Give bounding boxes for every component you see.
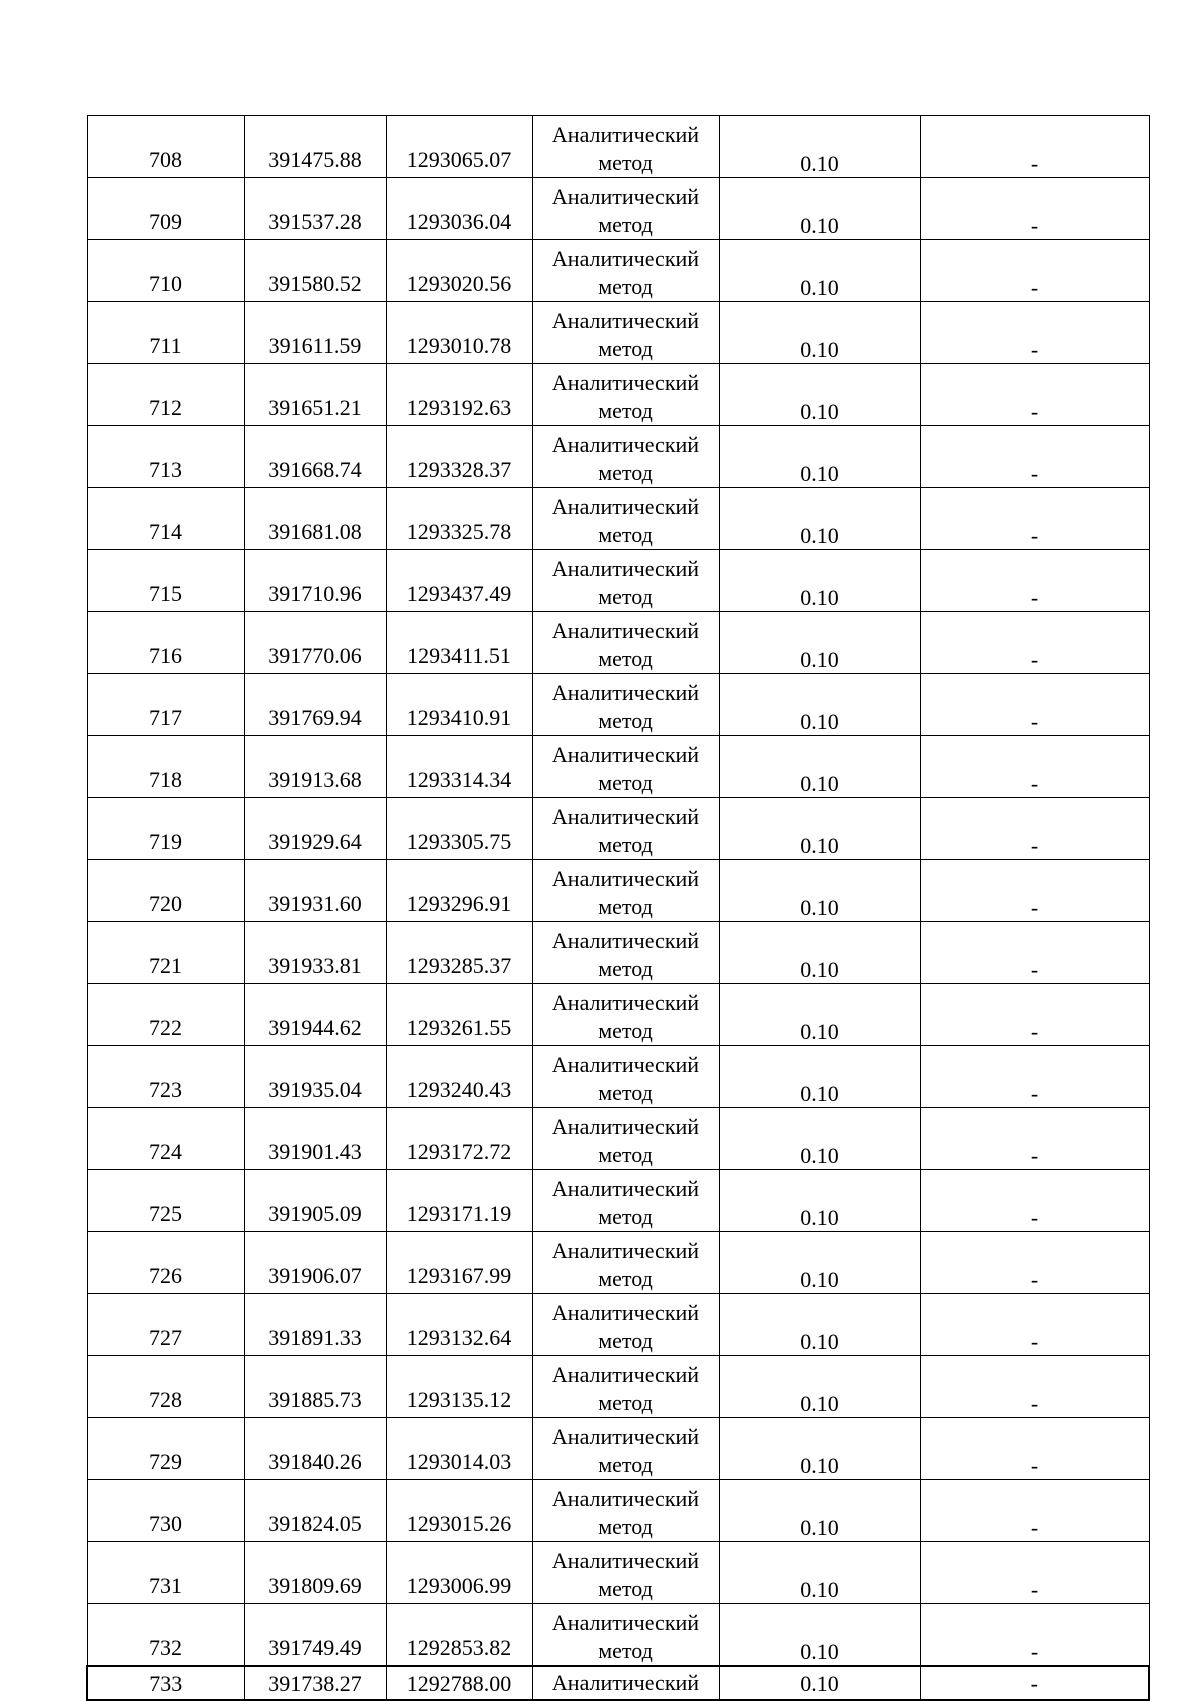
table-row — [87, 1046, 1149, 1108]
note-cell: - — [920, 1418, 1149, 1480]
y-coordinate-cell: 1293172.72 — [386, 1108, 532, 1170]
note-cell: - — [920, 860, 1149, 922]
y-coordinate-cell: 1293411.51 — [386, 612, 532, 674]
point-number-cell: 726 — [87, 1232, 244, 1294]
method-line-1: Аналитический — [551, 1486, 700, 1511]
x-coordinate-cell: 391885.73 — [244, 1356, 386, 1418]
accuracy-cell: 0.10 — [719, 1480, 920, 1542]
accuracy-cell: 0.10 — [719, 736, 920, 798]
note-cell: - — [920, 1108, 1149, 1170]
method-line-2: метод — [598, 832, 653, 857]
y-coordinate-cell: 1293328.37 — [386, 426, 532, 488]
method-cell — [532, 1542, 719, 1604]
method-line-2: метод — [598, 274, 653, 299]
table-row — [87, 736, 1149, 798]
method-line-1: Аналитический — [551, 370, 700, 395]
accuracy-cell: 0.10 — [719, 860, 920, 922]
table-row — [87, 1108, 1149, 1170]
method-line-2: метод — [598, 1328, 653, 1353]
y-coordinate-cell: 1293010.78 — [386, 302, 532, 364]
point-number-cell: 715 — [87, 550, 244, 612]
method-line-1: Аналитический — [551, 866, 700, 891]
point-number-cell: 722 — [87, 984, 244, 1046]
table-row — [87, 240, 1149, 302]
method-line-2: метод — [598, 646, 653, 671]
y-coordinate-cell: 1293036.04 — [386, 178, 532, 240]
method-line-2: метод — [598, 150, 653, 175]
method-cell — [532, 1294, 719, 1356]
note-cell: - — [920, 240, 1149, 302]
x-coordinate-cell: 391475.88 — [244, 116, 386, 178]
note-cell: - — [920, 1542, 1149, 1604]
note-cell: - — [920, 736, 1149, 798]
method-line-2: метод — [598, 956, 653, 981]
point-number-cell: 723 — [87, 1046, 244, 1108]
method-line-2: метод — [598, 1142, 653, 1167]
x-coordinate-cell: 391681.08 — [244, 488, 386, 550]
y-coordinate-cell: 1293006.99 — [386, 1542, 532, 1604]
method-line-2: метод — [598, 770, 653, 795]
y-coordinate-cell: 1293240.43 — [386, 1046, 532, 1108]
y-coordinate-cell: 1292788.00 — [386, 1666, 532, 1700]
method-cell — [532, 240, 719, 302]
method-line-2: метод — [598, 1514, 653, 1539]
table-row — [87, 674, 1149, 736]
method-line-1: Аналитический — [551, 1362, 700, 1387]
table-row — [87, 550, 1149, 612]
method-cell — [532, 984, 719, 1046]
note-cell: - — [920, 612, 1149, 674]
y-coordinate-cell: 1293285.37 — [386, 922, 532, 984]
point-number-cell: 708 — [87, 116, 244, 178]
table-row — [87, 612, 1149, 674]
method-cell — [532, 488, 719, 550]
method-cell — [532, 178, 719, 240]
note-cell: - — [920, 1046, 1149, 1108]
x-coordinate-cell: 391905.09 — [244, 1170, 386, 1232]
note-cell: - — [920, 1232, 1149, 1294]
method-line-1: Аналитический — [551, 432, 700, 457]
accuracy-cell: 0.10 — [719, 1232, 920, 1294]
method-line-1: Аналитический — [551, 494, 700, 519]
table-row — [87, 1542, 1149, 1604]
table-row — [87, 1480, 1149, 1542]
y-coordinate-cell: 1293410.91 — [386, 674, 532, 736]
x-coordinate-cell: 391738.27 — [244, 1666, 386, 1700]
accuracy-cell: 0.10 — [719, 1666, 920, 1700]
method-line-2: метод — [598, 336, 653, 361]
method-line-1: Аналитический — [551, 742, 700, 767]
table-row — [87, 488, 1149, 550]
point-number-cell: 711 — [87, 302, 244, 364]
method-line-1: Аналитический — [551, 1114, 700, 1139]
method-cell — [532, 1666, 719, 1700]
method-line-1: Аналитический — [551, 246, 700, 271]
x-coordinate-cell: 391840.26 — [244, 1418, 386, 1480]
table-row — [87, 1356, 1149, 1418]
x-coordinate-cell: 391809.69 — [244, 1542, 386, 1604]
point-number-cell: 718 — [87, 736, 244, 798]
accuracy-cell: 0.10 — [719, 798, 920, 860]
accuracy-cell: 0.10 — [719, 674, 920, 736]
coordinates-table-body — [87, 116, 1149, 1701]
accuracy-cell: 0.10 — [719, 1356, 920, 1418]
method-line-1: Аналитический — [551, 1300, 700, 1325]
table-row — [87, 116, 1149, 178]
method-line-2: метод — [598, 1266, 653, 1291]
method-line-2: метод — [598, 708, 653, 733]
method-line-1: Аналитический — [551, 556, 700, 581]
x-coordinate-cell: 391901.43 — [244, 1108, 386, 1170]
method-line-2: метод — [598, 1080, 653, 1105]
method-cell — [532, 1108, 719, 1170]
accuracy-cell: 0.10 — [719, 116, 920, 178]
y-coordinate-cell: 1293171.19 — [386, 1170, 532, 1232]
method-line-2: метод — [598, 1204, 653, 1229]
method-cell — [532, 1170, 719, 1232]
method-line-1: Аналитический — [551, 1238, 700, 1263]
method-cell — [532, 364, 719, 426]
y-coordinate-cell: 1293014.03 — [386, 1418, 532, 1480]
note-cell: - — [920, 488, 1149, 550]
point-number-cell: 719 — [87, 798, 244, 860]
method-line-2: метод — [598, 1452, 653, 1477]
point-number-cell: 725 — [87, 1170, 244, 1232]
coordinates-table — [86, 115, 1150, 1701]
table-row — [87, 922, 1149, 984]
note-cell: - — [920, 1604, 1149, 1667]
table-row — [87, 798, 1149, 860]
point-number-cell: 709 — [87, 178, 244, 240]
method-cell — [532, 1480, 719, 1542]
note-cell: - — [920, 922, 1149, 984]
method-line-1: Аналитический — [551, 1670, 700, 1695]
y-coordinate-cell: 1293305.75 — [386, 798, 532, 860]
point-number-cell: 721 — [87, 922, 244, 984]
point-number-cell: 716 — [87, 612, 244, 674]
method-cell — [532, 736, 719, 798]
accuracy-cell: 0.10 — [719, 302, 920, 364]
accuracy-cell: 0.10 — [719, 1542, 920, 1604]
x-coordinate-cell: 391710.96 — [244, 550, 386, 612]
method-cell — [532, 302, 719, 364]
method-line-1: Аналитический — [551, 1424, 700, 1449]
note-cell: - — [920, 426, 1149, 488]
method-cell — [532, 116, 719, 178]
y-coordinate-cell: 1293065.07 — [386, 116, 532, 178]
note-cell: - — [920, 1666, 1149, 1700]
note-cell: - — [920, 178, 1149, 240]
method-cell — [532, 1604, 719, 1667]
x-coordinate-cell: 391906.07 — [244, 1232, 386, 1294]
method-line-1: Аналитический — [551, 1176, 700, 1201]
method-line-1: Аналитический — [551, 1052, 700, 1077]
y-coordinate-cell: 1293325.78 — [386, 488, 532, 550]
accuracy-cell: 0.10 — [719, 240, 920, 302]
x-coordinate-cell: 391935.04 — [244, 1046, 386, 1108]
method-cell — [532, 674, 719, 736]
y-coordinate-cell: 1293015.26 — [386, 1480, 532, 1542]
accuracy-cell: 0.10 — [719, 612, 920, 674]
method-line-1: Аналитический — [551, 308, 700, 333]
point-number-cell: 728 — [87, 1356, 244, 1418]
y-coordinate-cell: 1293296.91 — [386, 860, 532, 922]
accuracy-cell: 0.10 — [719, 364, 920, 426]
method-line-1: Аналитический — [551, 122, 700, 147]
point-number-cell: 731 — [87, 1542, 244, 1604]
note-cell: - — [920, 302, 1149, 364]
method-line-1: Аналитический — [551, 804, 700, 829]
note-cell: - — [920, 1294, 1149, 1356]
method-line-2: метод — [598, 584, 653, 609]
method-line-2: метод — [598, 212, 653, 237]
y-coordinate-cell: 1293192.63 — [386, 364, 532, 426]
table-row — [87, 860, 1149, 922]
accuracy-cell: 0.10 — [719, 1170, 920, 1232]
note-cell: - — [920, 116, 1149, 178]
method-cell — [532, 1356, 719, 1418]
note-cell: - — [920, 798, 1149, 860]
note-cell: - — [920, 674, 1149, 736]
y-coordinate-cell: 1293167.99 — [386, 1232, 532, 1294]
accuracy-cell: 0.10 — [719, 1418, 920, 1480]
x-coordinate-cell: 391929.64 — [244, 798, 386, 860]
x-coordinate-cell: 391537.28 — [244, 178, 386, 240]
method-cell — [532, 550, 719, 612]
table-row — [87, 302, 1149, 364]
x-coordinate-cell: 391769.94 — [244, 674, 386, 736]
accuracy-cell: 0.10 — [719, 922, 920, 984]
method-line-1: Аналитический — [551, 680, 700, 705]
x-coordinate-cell: 391913.68 — [244, 736, 386, 798]
x-coordinate-cell: 391651.21 — [244, 364, 386, 426]
point-number-cell: 720 — [87, 860, 244, 922]
method-line-1: Аналитический — [551, 184, 700, 209]
method-line-2: метод — [598, 398, 653, 423]
point-number-cell: 710 — [87, 240, 244, 302]
method-line-2: метод — [598, 1638, 653, 1663]
table-row — [87, 1232, 1149, 1294]
method-line-2: метод — [598, 460, 653, 485]
method-line-2: метод — [598, 1018, 653, 1043]
point-number-cell: 727 — [87, 1294, 244, 1356]
x-coordinate-cell: 391770.06 — [244, 612, 386, 674]
note-cell: - — [920, 364, 1149, 426]
point-number-cell: 729 — [87, 1418, 244, 1480]
table-row — [87, 1418, 1149, 1480]
y-coordinate-cell: 1293261.55 — [386, 984, 532, 1046]
method-cell — [532, 1418, 719, 1480]
table-row — [87, 178, 1149, 240]
x-coordinate-cell: 391891.33 — [244, 1294, 386, 1356]
method-cell — [532, 426, 719, 488]
table-row — [87, 1666, 1149, 1700]
method-line-2: метод — [598, 1390, 653, 1415]
table-row — [87, 1604, 1149, 1667]
x-coordinate-cell: 391749.49 — [244, 1604, 386, 1667]
accuracy-cell: 0.10 — [719, 984, 920, 1046]
x-coordinate-cell: 391580.52 — [244, 240, 386, 302]
point-number-cell: 730 — [87, 1480, 244, 1542]
method-line-2: метод — [598, 1576, 653, 1601]
point-number-cell: 714 — [87, 488, 244, 550]
x-coordinate-cell: 391933.81 — [244, 922, 386, 984]
method-line-1: Аналитический — [551, 618, 700, 643]
accuracy-cell: 0.10 — [719, 426, 920, 488]
x-coordinate-cell: 391944.62 — [244, 984, 386, 1046]
x-coordinate-cell: 391611.59 — [244, 302, 386, 364]
method-line-1: Аналитический — [551, 1548, 700, 1573]
method-cell — [532, 860, 719, 922]
y-coordinate-cell: 1292853.82 — [386, 1604, 532, 1667]
note-cell: - — [920, 1356, 1149, 1418]
method-cell — [532, 1232, 719, 1294]
point-number-cell: 733 — [87, 1666, 244, 1700]
point-number-cell: 712 — [87, 364, 244, 426]
table-row — [87, 984, 1149, 1046]
accuracy-cell: 0.10 — [719, 1108, 920, 1170]
accuracy-cell: 0.10 — [719, 488, 920, 550]
table-row — [87, 364, 1149, 426]
method-cell — [532, 798, 719, 860]
x-coordinate-cell: 391931.60 — [244, 860, 386, 922]
note-cell: - — [920, 1480, 1149, 1542]
point-number-cell: 713 — [87, 426, 244, 488]
x-coordinate-cell: 391668.74 — [244, 426, 386, 488]
method-line-2: метод — [598, 522, 653, 547]
point-number-cell: 724 — [87, 1108, 244, 1170]
point-number-cell: 732 — [87, 1604, 244, 1667]
y-coordinate-cell: 1293437.49 — [386, 550, 532, 612]
note-cell: - — [920, 550, 1149, 612]
method-cell — [532, 922, 719, 984]
x-coordinate-cell: 391824.05 — [244, 1480, 386, 1542]
y-coordinate-cell: 1293135.12 — [386, 1356, 532, 1418]
method-line-1: Аналитический — [551, 1610, 700, 1635]
note-cell: - — [920, 1170, 1149, 1232]
method-cell — [532, 1046, 719, 1108]
point-number-cell: 717 — [87, 674, 244, 736]
method-line-1: Аналитический — [551, 990, 700, 1015]
method-line-2: метод — [598, 894, 653, 919]
accuracy-cell: 0.10 — [719, 1294, 920, 1356]
y-coordinate-cell: 1293020.56 — [386, 240, 532, 302]
table-row — [87, 1294, 1149, 1356]
accuracy-cell: 0.10 — [719, 178, 920, 240]
accuracy-cell: 0.10 — [719, 1046, 920, 1108]
table-row — [87, 426, 1149, 488]
accuracy-cell: 0.10 — [719, 1604, 920, 1667]
y-coordinate-cell: 1293132.64 — [386, 1294, 532, 1356]
method-cell — [532, 612, 719, 674]
method-line-1: Аналитический — [551, 928, 700, 953]
note-cell: - — [920, 984, 1149, 1046]
accuracy-cell: 0.10 — [719, 550, 920, 612]
y-coordinate-cell: 1293314.34 — [386, 736, 532, 798]
table-row — [87, 1170, 1149, 1232]
